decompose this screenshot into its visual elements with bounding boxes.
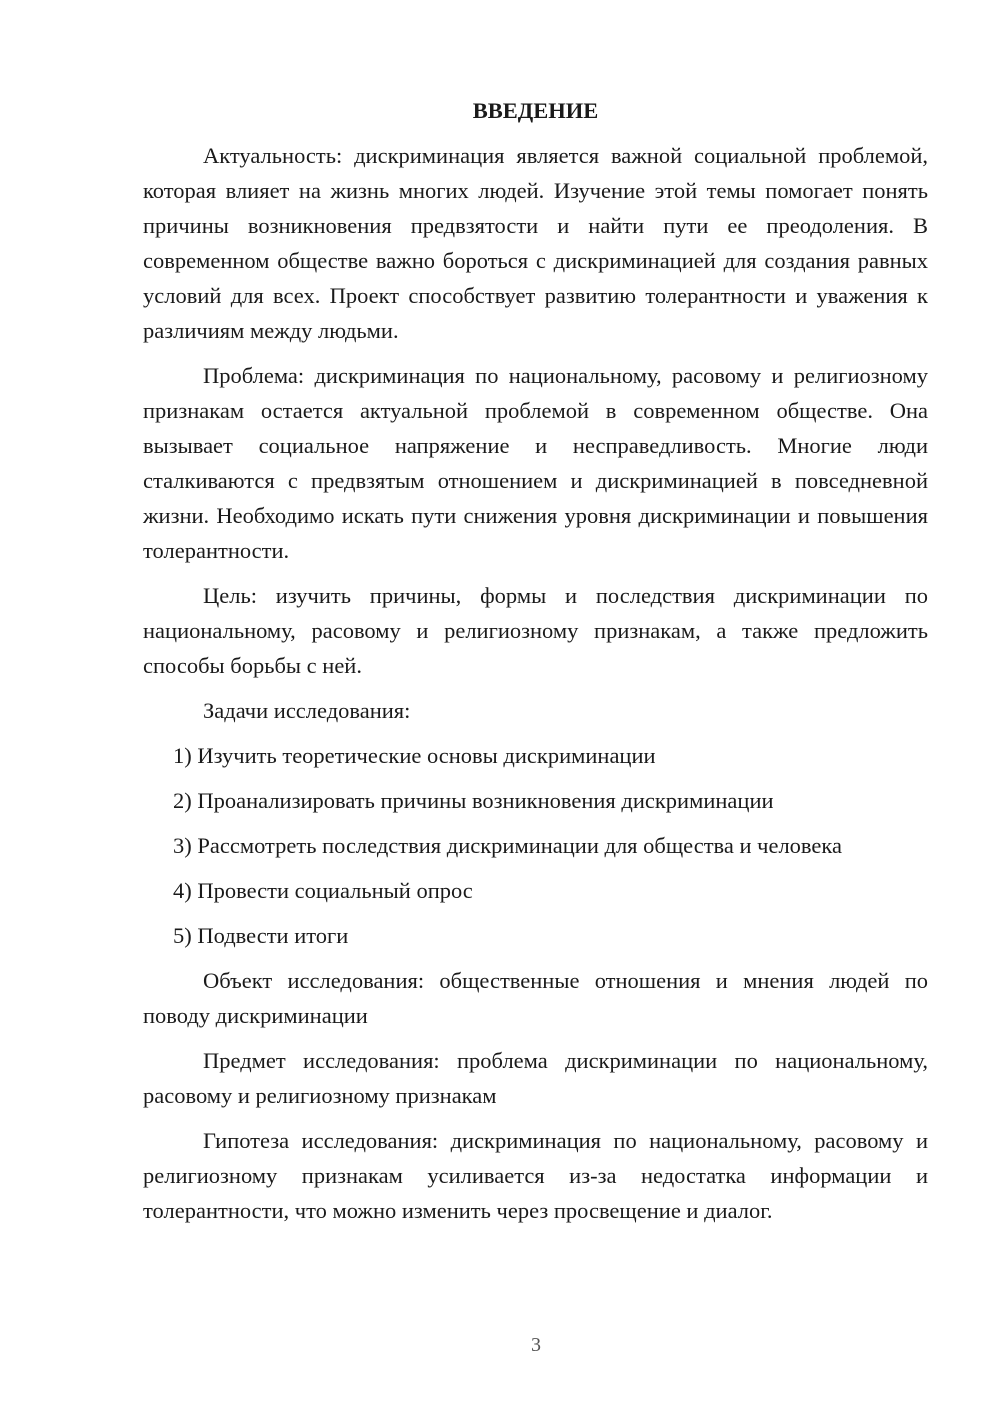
list-item: 5) Подвести итоги (173, 923, 349, 948)
list-item: 4) Провести социальный опрос (173, 878, 473, 903)
paragraph-goal: Цель: изучить причины, формы и последствия дискриминации по национальному, расовому и религиозному признакам, а также предложить способы борьбы с ней. (143, 583, 928, 678)
tasks-heading: Задачи исследования: (203, 698, 411, 723)
list-item: 2) Проанализировать причины возникновения дискриминации (173, 788, 774, 813)
list-item: 1) Изучить теоретические основы дискриминации (173, 743, 656, 768)
paragraph-problem: Проблема: дискриминация по национальному, расовому и религиозному признакам остается актуальной проблемой в современном обществе. Она вызывает социальное напряжение и несправедливость. Многие люди сталкиваются с предвзятым отношением и дискриминацией в повседневной жизни. Необходимо искать пути снижения уровня дискриминации и повышения толерантности. (143, 363, 928, 563)
paragraph-hypothesis: Гипотеза исследования: дискриминация по национальному, расовому и религиозному признакам усиливается из-за недостатка информации и толерантности, что можно изменить через просвещение и диалог. (143, 1128, 928, 1223)
paragraph-subject: Предмет исследования: проблема дискриминации по национальному, расовому и религиозному признакам (143, 1048, 928, 1108)
document-page (143, 92, 928, 1238)
page-number: 3 (531, 1334, 541, 1356)
paragraph-object: Объект исследования: общественные отношения и мнения людей по поводу дискриминации (143, 968, 928, 1028)
section-title: ВВЕДЕНИЕ (472, 98, 599, 123)
paragraph-relevance: Актуальность: дискриминация является важной социальной проблемой, которая влияет на жизнь многих людей. Изучение этой темы помогает понять причины возникновения предвзятости и найти пути ее преодоления. В современном обществе важно бороться с дискриминацией для создания равных условий для всех. Проект способствует развитию толерантности и уважения к различиям между людьми. (143, 143, 928, 343)
task-list (143, 738, 928, 953)
list-item: 3) Рассмотреть последствия дискриминации для общества и человека (173, 833, 842, 858)
